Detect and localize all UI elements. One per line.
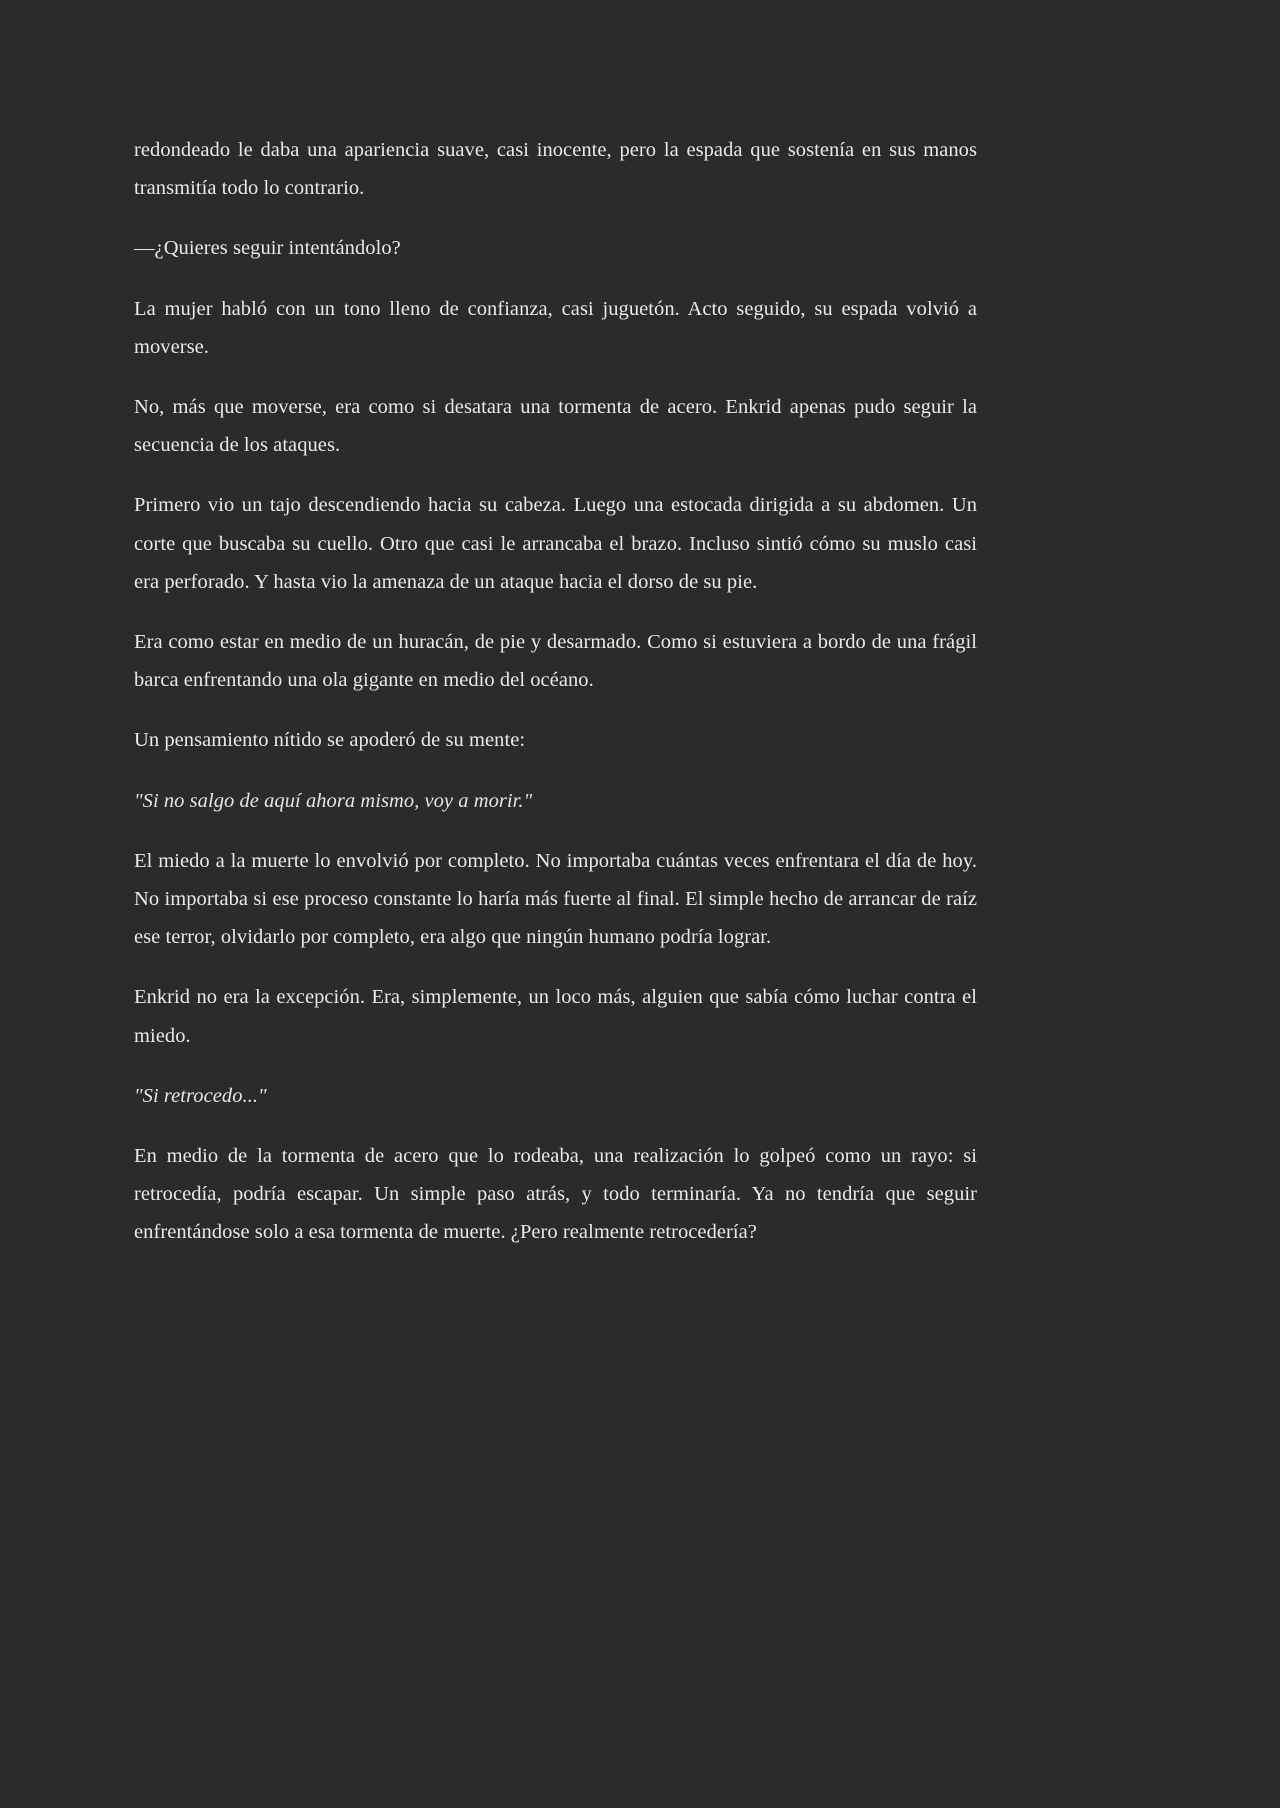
paragraph-body: Era como estar en medio de un huracán, de pie y desarmado. Como si estuviera a bordo de una frágil barca enfrentando una ola gigante en medio del océano. [134,631,977,692]
paragraph-body: No, más que moverse, era como si desatara una tormenta de acero. Enkrid apenas pudo seguir la secuencia de los ataques. [134,396,977,457]
paragraph-body: En medio de la tormenta de acero que lo rodeaba, una realización lo golpeó como un rayo: si retrocedía, podría escapar. Un simple paso atrás, y todo terminaría. Ya no tendría que seguir enfrentándose solo a esa tormenta de muerte. ¿Pero realmente retrocedería? [134,1145,977,1244]
paragraph-inner-thought-quote: "Si retrocedo..." [134,1084,267,1107]
paragraph-body: Primero vio un tajo descendiendo hacia su cabeza. Luego una estocada dirigida a su abdomen. Un corte que buscaba su cuello. Otro que casi le arrancaba el brazo. Incluso sintió cómo su muslo casi era perforado. Y hasta vio la amenaza de un ataque hacia el dorso de su pie. [134,494,977,593]
paragraph-body: El miedo a la muerte lo envolvió por completo. No importaba cuántas veces enfrentara el día de hoy. No importaba si ese proceso constante lo haría más fuerte al final. El simple hecho de arrancar de raíz ese terror, olvidarlo por completo, era algo que ningún humano podría lograr. [134,849,977,949]
reader-text-column [134,131,977,1252]
paragraph-inner-thought-quote: "Si no salgo de aquí ahora mismo, voy a morir." [134,789,533,812]
paragraph-dialogue: —¿Quieres seguir intentándolo? [134,237,401,260]
paragraph-body: La mujer habló con un tono lleno de confianza, casi juguetón. Acto seguido, su espada volvió a moverse. [134,297,977,358]
paragraph-body: Enkrid no era la excepción. Era, simplemente, un loco más, alguien que sabía cómo luchar contra el miedo. [134,986,977,1047]
paragraph-body: redondeado le daba una apariencia suave, casi inocente, pero la espada que sostenía en sus manos transmitía todo lo contrario. [134,139,977,200]
paragraph-body: Un pensamiento nítido se apoderó de su mente: [134,729,526,752]
